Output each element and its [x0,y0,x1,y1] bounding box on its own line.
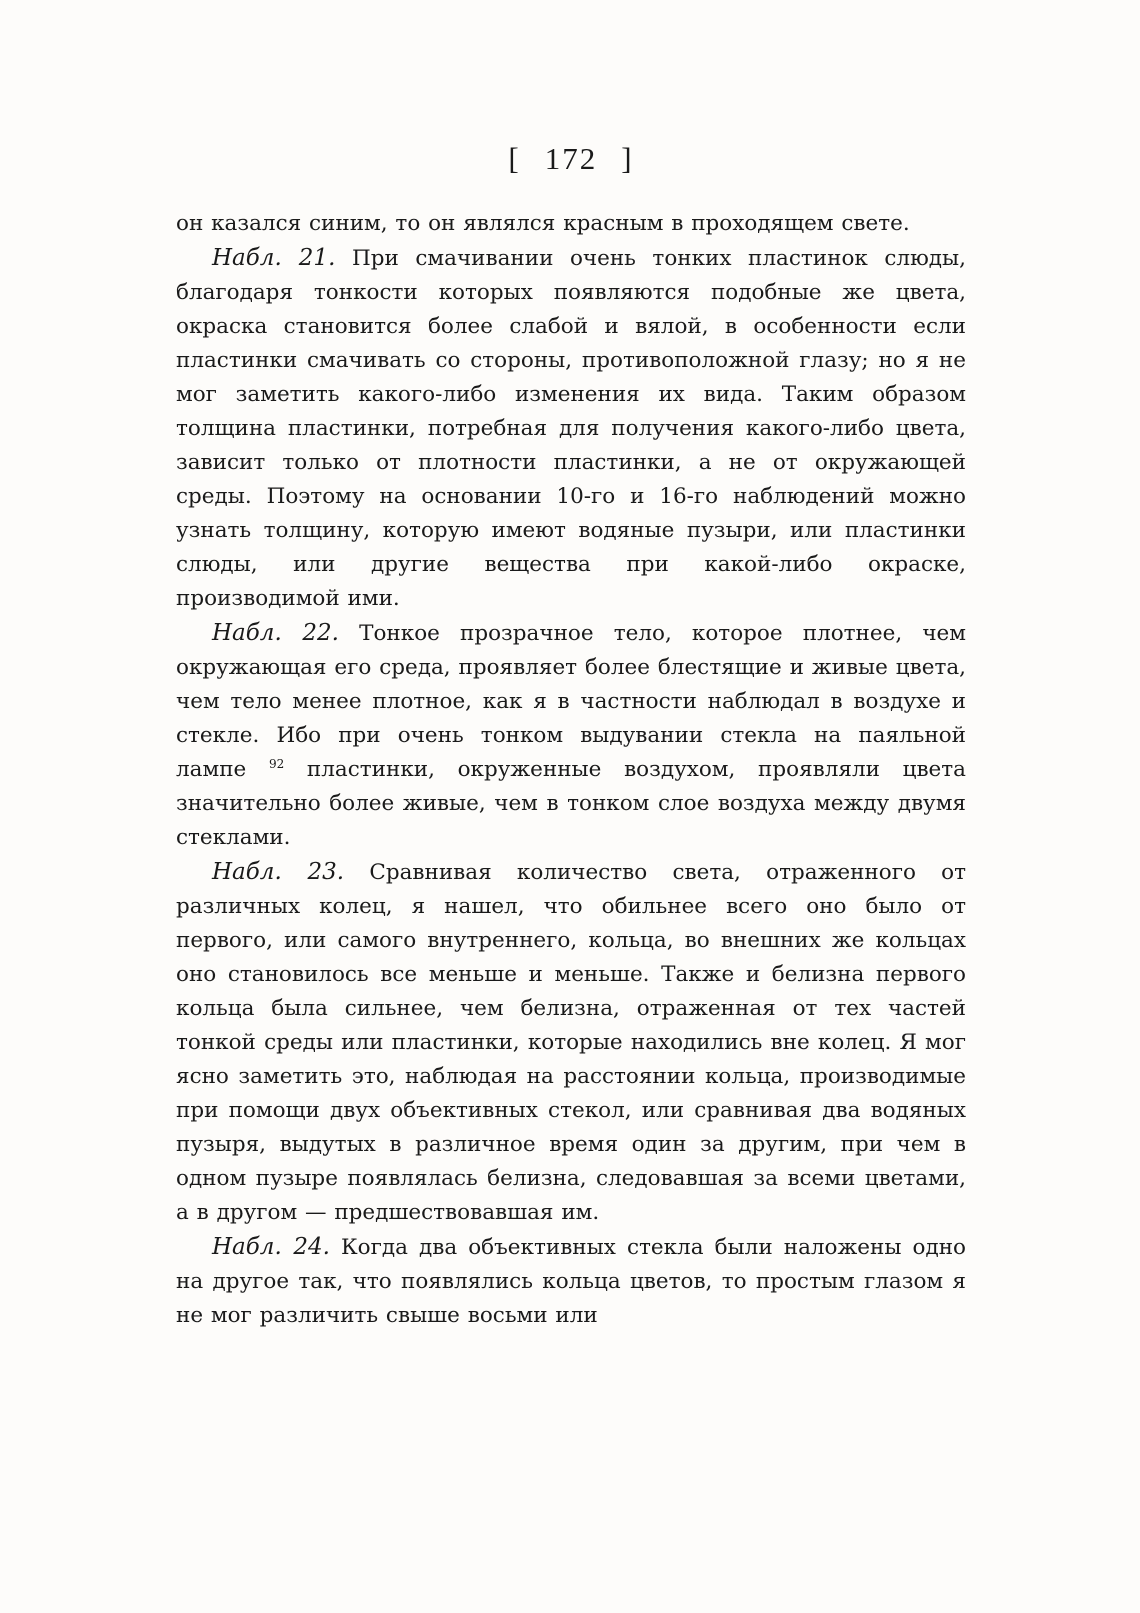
body-text [176,207,966,1333]
page-number: [ 172 ] [508,141,634,176]
observation-label: Набл. 23. [212,859,345,886]
observation-label: Набл. 22. [212,620,339,647]
book-page [176,140,966,1333]
paragraph-continuation: он казался синим, то он являлся красным в проходящем свете. [176,211,910,237]
observation-label: Набл. 24. [212,1234,330,1261]
footnote-reference[interactable]: 92 [268,757,285,772]
paragraph-observation-23: Набл. 23. Сравнивая количество света, отраженного от различных колец, я нашел, что обильнее всего оно было от первого, или самого внутреннего, кольца, во внешних же кольцах оно становилось все меньше и меньше. Также и белизна первого кольца была сильнее, чем белизна, отраженная от тех частей тонкой среды или пластинки, которые находились вне колец. Я мог ясно заметить это, наблюдая на расстоянии кольца, производимые при помощи двух объективных стекол, или сравнивая два водяных пузыря, выдутых в различное время один за другим, при чем в одном пузыре появлялась белизна, следовавшая за всеми цветами, а в другом — предшествовавшая им. [176,859,967,1226]
observation-label: Набл. 21. [212,245,336,272]
paragraph-observation-22: Набл. 22. Тонкое прозрачное тело, которое плотнее, чем окружающая его среда, проявляет более блестящие и живые цвета, чем тело менее плотное, как я в частности наблюдал в воздухе и стекле. Ибо при очень тонком выдувании стекла на паяльной лампе $^{92}$ пластинки, окруженные воздухом, проявляли цвета значительно более живые, чем в тонком слое воздуха между двумя стеклами. [176,620,966,851]
paragraph-observation-24: Набл. 24. Когда два объективных стекла были наложены одно на другое так, что появлялись кольца цветов, то простым глазом я не мог различить свыше восьми или [176,1234,966,1329]
paragraph-observation-21: Набл. 21. При смачивании очень тонких пластинок слюды, благодаря тонкости которых появляются подобные же цвета, окраска становится более слабой и вялой, в особенности если пластинки смачивать со стороны, противоположной глазу; но я не мог заметить какого-либо изменения их вида. Таким образом толщина пластинки, потребная для получения какого-либо цвета, зависит только от плотности пластинки, а не от окружающей среды. Поэтому на основании 10-го и 16-го наблюдений можно узнать толщину, которую имеют водяные пузыри, или пластинки слюды, или другие вещества при какой-либо окраске, производимой ими. [176,245,966,612]
page-number-value: 172 [544,141,598,176]
